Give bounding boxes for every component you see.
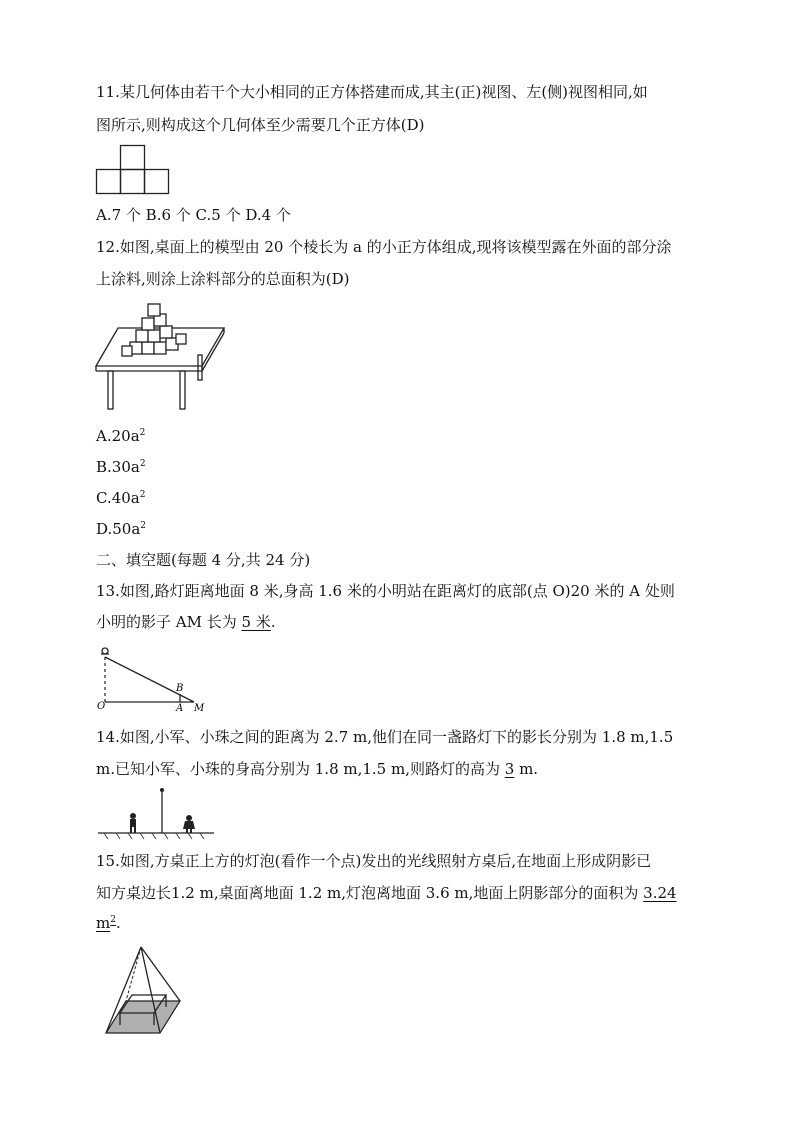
q14-line2: m.已知小军、小珠的身高分别为 1.8 m,1.5 m,则路灯的高为 3 m. — [96, 760, 539, 778]
q11-line1: 11.某几何体由若干个大小相同的正方体搭建而成,其主(正)视图、左(侧)视图相同,如 — [96, 83, 648, 101]
q15-line1: 15.如图,方桌正上方的灯泡(看作一个点)发出的光线照射方桌后,在地面上形成阴影已 — [96, 852, 652, 870]
q11-view-figure — [96, 145, 172, 195]
label-o: O — [97, 701, 106, 712]
q14-answer: 3 — [504, 760, 515, 778]
q13-lamp-shadow-figure — [96, 645, 216, 714]
q12-option-d: $D.50a^2$ — [96, 520, 147, 538]
q15-line2: 知方桌边长1.2 m,桌面离地面 1.2 m,灯泡离地面 3.6 m,地面上阴影部分的面积为 3.24 — [96, 884, 677, 902]
person-xiaojun — [130, 813, 136, 833]
q12-line2: 上涂料,则涂上涂料部分的总面积为(D) — [96, 270, 350, 288]
q12-option-b: $B.30a^2$ — [96, 458, 146, 476]
q14-two-people-figure — [96, 786, 216, 842]
label-m: M — [194, 703, 205, 714]
q12-option-a: $A.20a^2$ — [96, 427, 146, 445]
section-title: 二、填空题(每题 4 分,共 24 分) — [96, 551, 311, 569]
q11-options: A.7 个 B.6 个 C.5 个 D.4 个 — [96, 206, 291, 224]
q12-table-cubes-figure — [96, 300, 226, 412]
person-xiaozhu — [183, 815, 195, 833]
q11-line2: 图所示,则构成这个几何体至少需要几个正方体(D) — [96, 116, 425, 134]
q12-line1: 12.如图,桌面上的模型由 20 个棱长为 a 的小正方体组成,现将该模型露在外面的部分涂 — [96, 238, 672, 256]
q13-line2: 小明的影子 AM 长为 5 米. — [96, 613, 276, 631]
label-b: B — [176, 683, 184, 694]
q15-pyramid-shadow-figure — [96, 945, 186, 1037]
q12-option-c: $C.40a^2$ — [96, 489, 146, 507]
q15-answer: 3.24 — [643, 884, 677, 902]
q13-answer: 5 米 — [241, 613, 271, 631]
label-a: A — [176, 703, 184, 714]
q15-line3: $m^2$. — [96, 914, 121, 932]
q14-line1: 14.如图,小军、小珠之间的距离为 2.7 m,他们在同一盏路灯下的影长分别为 1.8 m,1.5 — [96, 728, 674, 746]
q13-line1: 13.如图,路灯距离地面 8 米,身高 1.6 米的小明站在距离灯的底部(点 O)20 米的 A 处则 — [96, 582, 675, 600]
